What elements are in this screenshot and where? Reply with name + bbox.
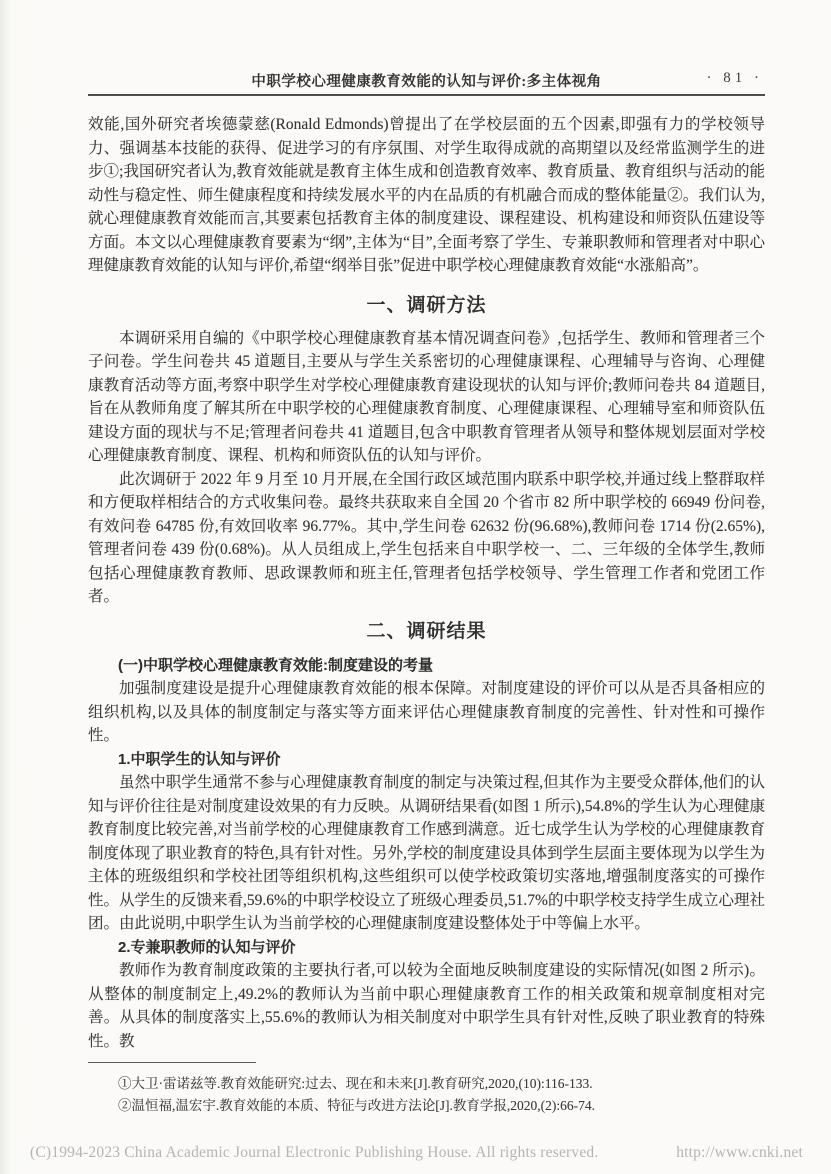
intro-paragraph: 效能,国外研究者埃德蒙慈(Ronald Edmonds)曾提出了在学校层面的五个因素,即强有力的学校领导力、强调基本技能的获得、促进学习的有序氛围、对学生取得成就的高期望以及经常监测学生的进步①;我国研究者认为,教育效能就是教育主体生成和创造教育效率、教育质量、教育组织与活动的能动性与稳定性、师生健康程度和持续发展水平的内在品质的有机融合而成的整体能量②。我们认为,就心理健康教育效能而言,其要素包括教育主体的制度建设、课程建设、机构建设和师资队伍建设等方面。本文以心理健康教育要素为“纲”,主体为“目”,全面考察了学生、专兼职教师和管理者对中职心理健康教育效能的认知与评价,希望“纲举目张”促进中职学校心理健康教育效能“水涨船高”。 [88, 116, 765, 274]
subsection-heading-teachers: 2.专兼职教师的认知与评价 [118, 938, 296, 956]
cnki-footer [30, 1144, 803, 1162]
copyright-text: (C)1994-2023 China Academic Journal Electronic Publishing House. All rights reserved. [30, 1144, 599, 1161]
methods-paragraph-2: 此次调研于 2022 年 9 月至 10 月开展,在全国行政区域范围内联系中职学校,并通过线上整群取样和方便取样相结合的方式收集问卷。最终共获取来自全国 20 个省市 82 所中职学校的 66949 份问卷,有效问卷 64785 份,有效回收率 96.77%。其中,学生问卷 62632 份(96.68%),教师问卷 1714 份(2.65%),管理者问卷 439 份(0.68%)。从人员组成上,学生包括来自中职学校一、二、三年级的全体学生,教师包括心理健康教育教师、思政课教师和班主任,管理者包括学校领导、学生管理工作者和党团工作者。 [88, 470, 765, 605]
footnote-1: ①大卫·雷诺兹等.教育效能研究:过去、现在和未来[J].教育研究,2020,(10):116-133. [118, 1076, 593, 1091]
institution-paragraph: 加强制度建设是提升心理健康教育效能的根本保障。对制度建设的评价可以从是否具备相应的组织机构,以及具体的制度制定与落实等方面来评估心理健康教育制度的完善性、针对性和可操作性。 [88, 680, 765, 744]
subsection-heading-institution: (一)中职学校心理健康教育效能:制度建设的考量 [118, 656, 433, 674]
footnote-2: ②温恒福,温宏宇.教育效能的本质、特征与改进方法论[J].教育学报,2020,(2):66-74. [118, 1098, 595, 1113]
students-paragraph: 虽然中职学生通常不参与心理健康教育制度的制定与决策过程,但其作为主要受众群体,他们的认知与评价往往是对制度建设效果的有力反映。从调研结果看(如图 1 所示),54.8%的学生认为心理健康教育制度比较完善,对当前学校的心理健康教育工作感到满意。近七成学生认为学校的心理健康教育制度体现了职业教育的特色,具有针对性。另外,学校的制度建设具体到学生层面主要体现为以学生为主体的班级组织和学校社团等组织机构,这些组织可以使学校政策切实落地,增强制度落实的可操作性。从学生的反馈来看,59.6%的中职学校设立了班级心理委员,51.7%的中职学校支持学生成立心理社团。由此说明,中职学生认为当前学校的心理健康制度建设整体处于中等偏上水平。 [88, 774, 765, 932]
methods-paragraph-1: 本调研采用自编的《中职学校心理健康教育基本情况调查问卷》,包括学生、教师和管理者三个子问卷。学生问卷共 45 道题目,主要从与学生关系密切的心理健康课程、心理辅导与咨询、心理健康教育活动等方面,考察中职学生对学校心理健康教育建设现状的认知与评价;教师问卷共 84 道题目,旨在从教师角度了解其所在中职学校的心理健康教育制度、心理健康课程、心理辅导室和师资队伍建设方面的现状与不足;管理者问卷共 41 道题目,包含中职教育管理者从领导和整体规划层面对学校心理健康教育制度、课程、机构和师资队伍的认知与评价。 [88, 329, 765, 464]
section-heading-results: 二、调研结果 [366, 620, 487, 642]
page-number: · 81 · [706, 70, 763, 86]
running-head [88, 70, 765, 96]
cnki-url: http://www.cnki.net [676, 1144, 803, 1161]
subsection-heading-students: 1.中职学生的认知与评价 [118, 750, 281, 768]
section-heading-methods: 一、调研方法 [366, 294, 487, 316]
running-head-title: 中职学校心理健康教育效能的认知与评价:多主体视角 [251, 74, 602, 90]
page-content [88, 0, 765, 1117]
footnote-divider [88, 1062, 256, 1063]
teachers-paragraph: 教师作为教育制度政策的主要执行者,可以较为全面地反映制度建设的实际情况(如图 2 所示)。从整体的制度制定上,49.2%的教师认为当前中职心理健康教育工作的相关政策和规章制度相对完善。从具体的制度落实上,55.6%的教师认为相关制度对中职学生具有针对性,反映了职业教育的特殊性。教 [88, 962, 765, 1050]
